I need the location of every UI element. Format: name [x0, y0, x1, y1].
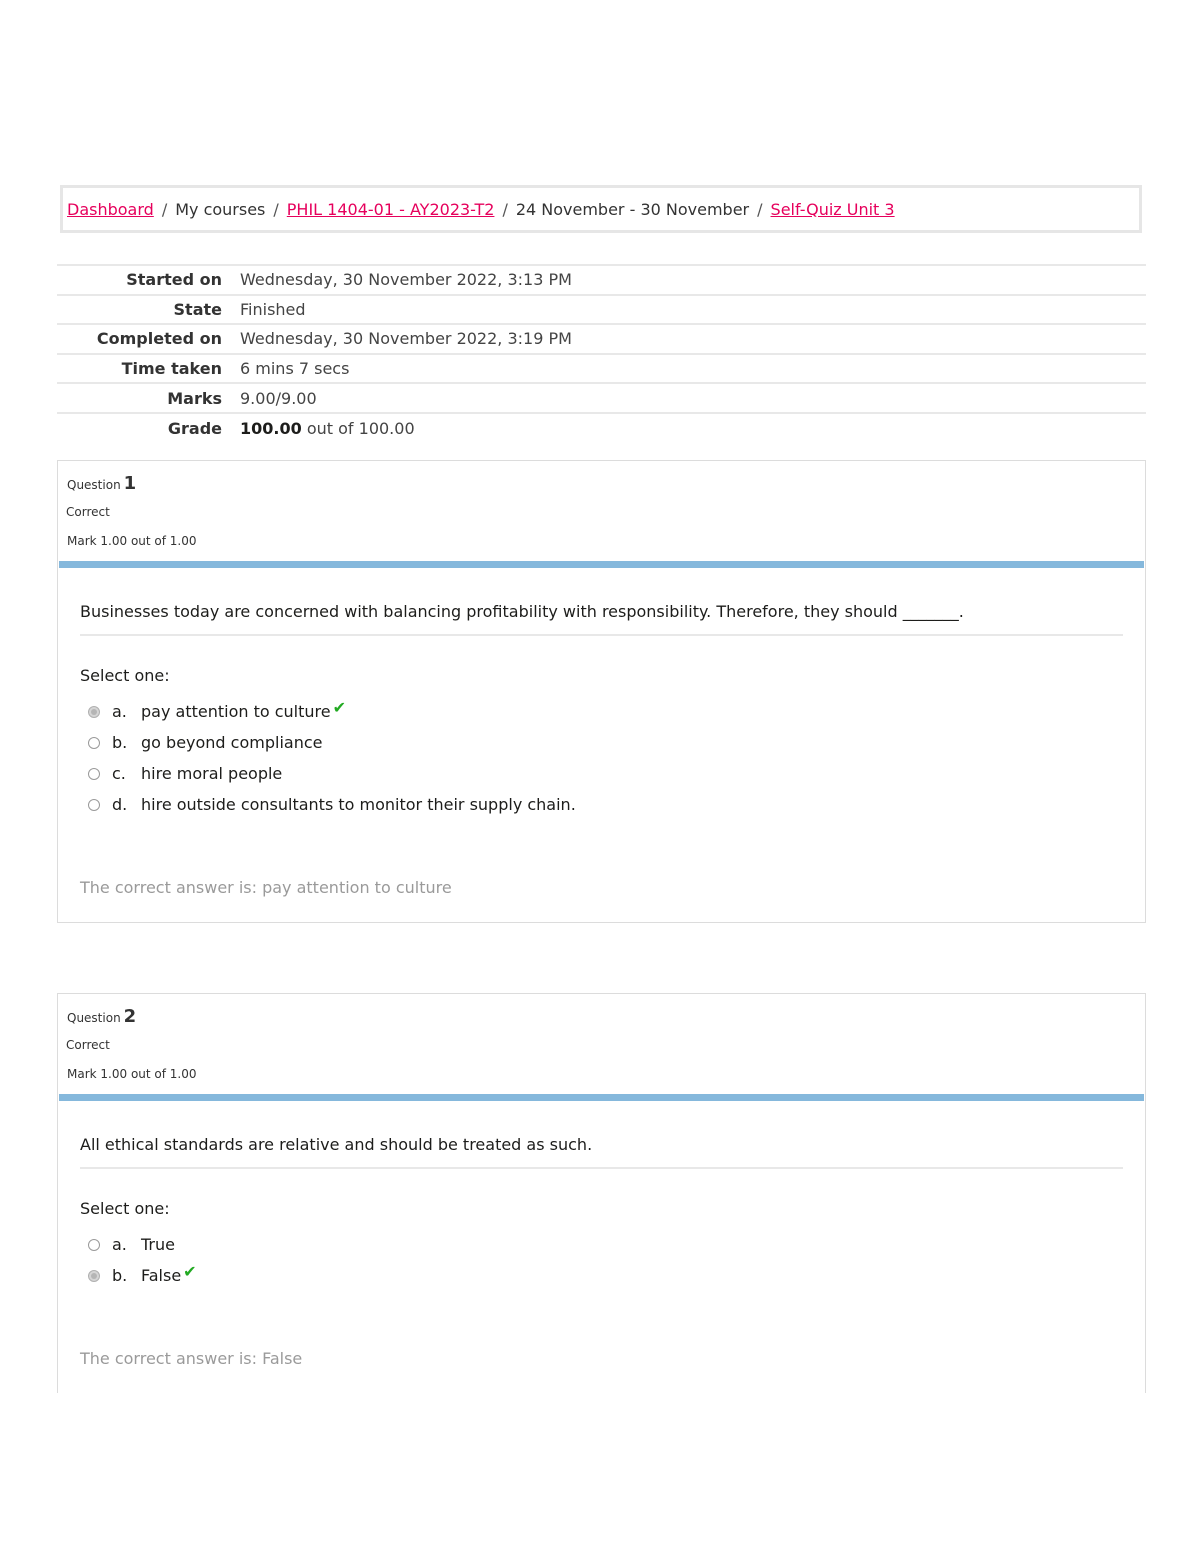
attempt-summary-table — [57, 264, 1146, 443]
breadcrumb-separator: / — [757, 199, 763, 219]
question-2 — [57, 993, 1146, 1393]
breadcrumb-course-link[interactable]: PHIL 1404-01 - AY2023-T2 — [286, 199, 495, 219]
select-one-label: Select one: — [80, 666, 170, 685]
grade-value — [240, 413, 1146, 443]
question-divider-bar — [59, 561, 1144, 568]
answer-option-c[interactable] — [80, 758, 1123, 789]
question-divider-bar — [59, 1094, 1144, 1101]
completed-label: Completed on — [96, 329, 222, 349]
answer-option-b[interactable] — [80, 1260, 1123, 1291]
question-state: Correct — [66, 1038, 110, 1052]
correct-answer-feedback: The correct answer is: False — [80, 1349, 303, 1368]
option-text: pay attention to culture — [141, 702, 331, 721]
question-grade: Mark 1.00 out of 1.00 — [67, 534, 197, 548]
breadcrumb — [60, 185, 1142, 233]
question-state: Correct — [66, 505, 110, 519]
breadcrumb-quiz-link[interactable]: Self-Quiz Unit 3 — [770, 199, 895, 219]
question-text: Businesses today are concerned with balancing profitability with responsibility. Therefore, they should _______. — [80, 602, 964, 621]
correct-answer-feedback: The correct answer is: pay attention to culture — [80, 878, 452, 897]
option-letter: a. — [112, 702, 127, 721]
time-taken-label: Time taken — [121, 359, 222, 379]
question-info — [58, 994, 1145, 1094]
option-letter: a. — [112, 1235, 127, 1254]
select-one-label: Select one: — [80, 1199, 170, 1218]
breadcrumb-dashboard-link[interactable]: Dashboard — [67, 199, 154, 219]
option-text: go beyond compliance — [141, 733, 323, 752]
radio-button[interactable] — [88, 799, 100, 811]
option-letter: d. — [112, 795, 128, 814]
state-label: State — [173, 299, 222, 319]
question-info — [58, 461, 1145, 561]
summary-row-completed — [57, 324, 1146, 354]
option-letter: b. — [112, 733, 128, 752]
option-letter: b. — [112, 1266, 128, 1285]
breadcrumb-separator: / — [161, 199, 168, 219]
started-value: Wednesday, 30 November 2022, 3:13 PM — [240, 270, 572, 290]
question-divider — [80, 1167, 1123, 1169]
option-letter: c. — [112, 764, 126, 783]
option-text: hire outside consultants to monitor their supply chain. — [141, 795, 576, 814]
question-number-value: 1 — [123, 473, 137, 494]
question-number-value: 2 — [123, 1006, 137, 1027]
marks-value: 9.00/9.00 — [240, 388, 317, 408]
correct-check-icon: ✔ — [332, 698, 347, 717]
option-text: False — [141, 1266, 182, 1285]
radio-button[interactable] — [88, 737, 100, 749]
question-divider — [80, 634, 1123, 636]
question-label: Question — [67, 478, 121, 492]
summary-row-started — [57, 265, 1146, 295]
grade-out-of: out of 100.00 — [306, 418, 415, 438]
grade-label: Grade — [167, 418, 222, 438]
answer-option-a[interactable] — [80, 696, 1123, 727]
option-text: hire moral people — [141, 764, 283, 783]
completed-value: Wednesday, 30 November 2022, 3:19 PM — [240, 329, 572, 349]
question-1 — [57, 460, 1146, 923]
question-content — [58, 568, 1145, 820]
summary-row-grade — [57, 413, 1146, 443]
breadcrumb-my-courses: My courses — [175, 199, 266, 219]
option-text: True — [141, 1235, 175, 1254]
answer-option-b[interactable] — [80, 727, 1123, 758]
answer-option-d[interactable] — [80, 789, 1123, 820]
question-grade: Mark 1.00 out of 1.00 — [67, 1067, 197, 1081]
summary-row-marks — [57, 383, 1146, 413]
breadcrumb-week: 24 November - 30 November — [515, 199, 750, 219]
marks-label: Marks — [167, 388, 222, 408]
started-label: Started on — [126, 270, 222, 290]
radio-button[interactable] — [88, 1239, 100, 1251]
answer-option-a[interactable] — [80, 1229, 1123, 1260]
summary-row-state — [57, 295, 1146, 325]
time-taken-value: 6 mins 7 secs — [240, 359, 350, 379]
question-text: All ethical standards are relative and should be treated as such. — [80, 1135, 593, 1154]
question-label: Question — [67, 1011, 121, 1025]
question-number — [67, 473, 136, 494]
correct-check-icon: ✔ — [183, 1262, 197, 1281]
breadcrumb-separator: / — [273, 199, 279, 219]
question-number — [67, 1006, 136, 1027]
question-content — [58, 1101, 1145, 1291]
radio-button[interactable] — [88, 768, 100, 780]
breadcrumb-separator: / — [502, 199, 508, 219]
radio-button-selected[interactable] — [88, 706, 100, 718]
radio-button-selected[interactable] — [88, 1270, 100, 1282]
summary-row-time — [57, 354, 1146, 384]
grade-score: 100.00 — [240, 418, 302, 438]
state-value: Finished — [240, 299, 306, 319]
